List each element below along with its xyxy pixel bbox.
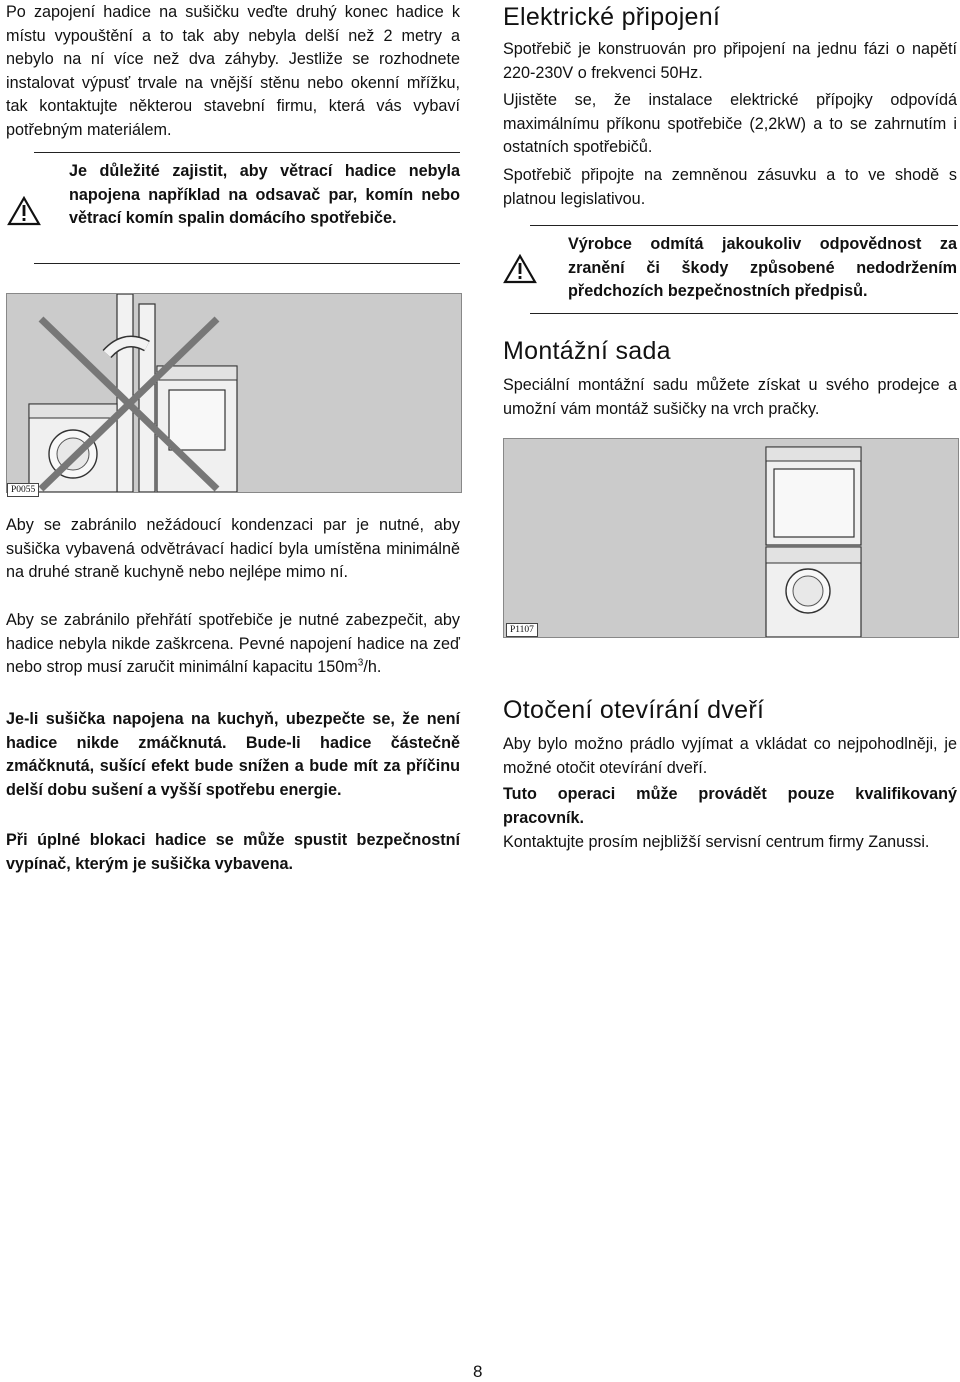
page-number: 8 [473, 1362, 483, 1381]
warning-bottom-rule [34, 263, 460, 264]
figure-wrong-venting-illustration [7, 294, 461, 492]
paragraph-door-2: Tuto operaci může provádět pouze kvalifikovaný pracovník. [503, 785, 957, 827]
paragraph-electrical-3: Spotřebič připojte na zemněnou zásuvku a to ve shodě s platnou legislativou. [503, 166, 957, 208]
warning-top-rule [34, 152, 460, 153]
figure-stacked-appliances [503, 438, 959, 638]
paragraph-overheating-text: Aby se zabránilo přehřátí spotřebiče je nutné zabezpečit, aby hadice nebyla nikde zaškrcena. Pevné napojení hadice na zeď nebo strop musí zaručit minimální kapacitu 150m [6, 611, 460, 677]
paragraph-overheating [6, 609, 460, 680]
warning-triangle-icon [503, 254, 537, 284]
heading-electrical: Elektrické připojení [503, 3, 721, 31]
superscript-3: 3 [357, 657, 364, 669]
warning-vent-text: Je důležité zajistit, aby větrací hadice nebyla napojena například na odsavač par, komín nebo větrací komín spalin domácího spotřebiče. [69, 162, 460, 227]
intro-paragraph: Po zapojení hadice na sušičku veďte druhý konec hadice k místu vypouštění a to tak aby nebyla delší než 2 metry a nebylo na ní více než dva záhyby. Jestliže se rozhodnete instalovat výpusť trvale na vnější stěnu nebo okenní mřížku, tak kontaktujte některou stavební firmu, která vás vybaví potřebným materiálem. [6, 3, 460, 139]
paragraph-electrical-2: Ujistěte se, že instalace elektrické přípojky odpovídá maximálnímu příkonu spotřebiče (2,2kW) a to se zahrnutím i ostatních spotřebičů. [503, 91, 957, 157]
paragraph-overheating-unit: /h. [363, 658, 382, 677]
warning-liability-text: Výrobce odmítá jakoukoliv odpovědnost za zranění či škody způsobené nedodržením předchozích bezpečnostních předpisů. [568, 235, 957, 300]
paragraph-door-3: Kontaktujte prosím nejbližší servisní centrum firmy Zanussi. [503, 833, 930, 851]
paragraph-electrical-1: Spotřebič je konstruován pro připojení na jednu fázi o napětí 220-230V o frekvenci 50Hz. [503, 40, 957, 82]
heading-mounting-kit: Montážní sada [503, 337, 671, 365]
paragraph-door-1: Aby bylo možno prádlo vyjímat a vkládat co nejpohodlněji, je možné otočit otevírání dveří. [503, 735, 957, 777]
heading-door-reversal: Otočení otevírání dveří [503, 696, 765, 724]
paragraph-condensation: Aby se zabránilo nežádoucí kondenzaci par je nutné, aby sušička vybavená odvětrávací hadicí byla umístěna minimálně na druhé straně kuchyně nebo nejlépe mimo ní. [6, 516, 460, 582]
figure-label-p0055: P0055 [7, 483, 39, 497]
warning2-top-rule [530, 225, 958, 226]
paragraph-kitchen-warning: Je-li sušička napojena na kuchyň, ubezpečte se, že není hadice nikde zmáčknutá. Bude-li hadice částečně zmáčknutá, sušící efekt bude snížen a bude mít za příčinu delší dobu sušení a vyšší spotřebu energie. [6, 710, 460, 799]
warning2-bottom-rule [530, 313, 958, 314]
figure-stacked-appliances-illustration [504, 439, 958, 637]
figure-label-p1107: P1107 [506, 623, 538, 637]
paragraph-mounting-kit: Speciální montážní sadu můžete získat u svého prodejce a umožní vám montáž sušičky na vrch pračky. [503, 376, 957, 418]
warning-triangle-icon [7, 196, 41, 226]
figure-wrong-venting [6, 293, 462, 493]
paragraph-safety-switch: Při úplné blokaci hadice se může spustit bezpečnostní vypínač, kterým je sušička vybavena. [6, 831, 460, 873]
